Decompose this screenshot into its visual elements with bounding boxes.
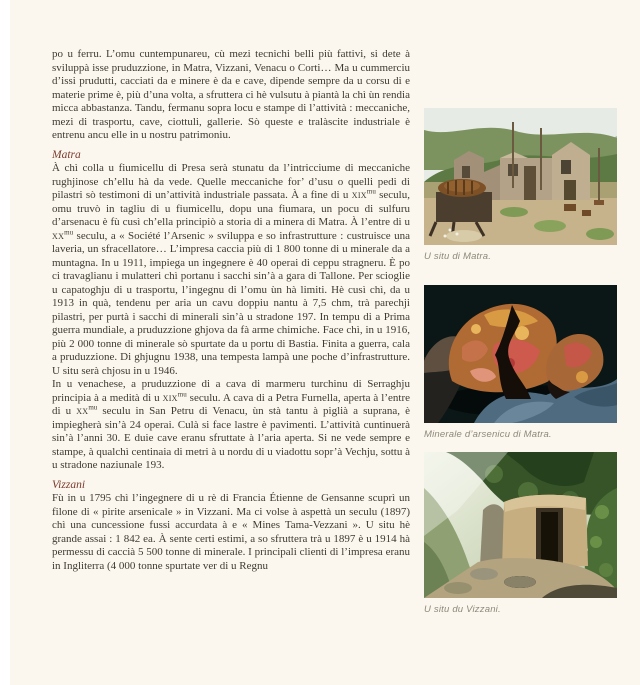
matra-site-photo: [424, 108, 617, 245]
photo-caption: U situ di Matra.: [424, 251, 492, 262]
section-heading: Matra: [52, 148, 81, 161]
photo-caption: Minerale d’arsenicu di Matra.: [424, 429, 552, 440]
arsenic-mineral-photo: [424, 285, 617, 423]
paragraph: po u ferru. L’omu cuntempunareu, cù mezi tecnichi belli più fattivi, si dete à sviluppà isse pruduzzione, in Matra, Vizzani, Venacu o Corti… Ma u cummerciu d’issi prudutti, cacciati da e minere è da e cave, dipende sempre da u corsu di e materie prime è, più d’una volta, a sfruttera ci hè vulsutu à piantà la chì ùn rendia micca abbastanza. Tandu, fermanu sopra locu e stampe di l’attività : meccaniche, mezi di trasportu, cave, ciottuli, gallerie. Sò queste e tralàscite industriale è entrenu ancu elle in u nostru patrimoniu.: [52, 48, 410, 141]
paragraph: À chì colla u fiumicellu di Presa serà stunatu da l’intricciume di meccaniche rughjinose ch’ellu hà da vede. Quelle meccaniche for’ d’usu o quelli pedi di pilastri sò testimoni di un’attività industriale passata. À a fine di u xix$^{mu}$ seculu, omu truvò in tagliu di u fiumicellu, dopu una fiumara, un pocu di sulfuru d’arsenacu è fù cusì ch’ella principiò a storia di a minera di Matra. À l’entre di u $xx^{mu}$ seculu, a « Société l’Arsenic » sviluppa e so infrastrutture : custruisce una laveria, un sfracellatore… L’impresa caccia più di 1 800 tonne di u minerale da a muntagna. In u 1911, impiega un ingegnere è 40 operai di ceppu stragneru. È po ci travaglianu i mulatteri chì portanu i sacchi sin’à a gara di Tallone. Per scioglie u capatoghju di u trasportu, l’ingegnu di l’omu ùn hà limiti. Hè cusì chì, da u 1913 in quà, tendenu per aria un cavu doppiu nantu à 7,5 chm, trà parechji pilastri, per purtà i sacchi di minerali sin’à u stradone 197. In tempu di a Prima guerra mundiale, a pruduzzione ghjova da fà arme chimiche. Face chì, in u 1916, più 2 000 tonne di minerale sò spurtate da u portu di Bastia. Finita a guerra, cala a pruduzzione. Di ghjugnu 1938, una tempesta lampà une poche d’infrastrutture. U situ serà chjosu in u 1946.: [52, 162, 410, 377]
figure-matra-site: [424, 108, 617, 262]
paragraph: Fù in u 1795 chì l’ingegnere di u rè di Francia Étienne de Gensanne scuprì un filone di « pirite arsenicale » in Vizzani. Ma ci volse à aspettà un seculu (1897) chì una cuncessione fussi accurdata à e « Mines Tama-Vezzani ». U situ hè grande assai : 1 842 ea. À sente certi estimi, a so sfruttera trà u 1897 è u 1914 hà permessu di caccià 5 500 tonne di minerale. I principali clienti di l’impresa eranu in Ingliterra (4 000 tonne spurtate ver di u Regnu: [52, 492, 410, 572]
paragraph: In u venachese, a pruduzzione di a cava di marmeru turchinu di Serraghju principia à a medità di u xix$^{mu}$ seculu. A cava di a Petra Furnella, aperta à l’entre di u $xx^{mu}$ seculu in San Petru di Venacu, ùn stà tantu à piglià a suprana, è impiegherà sin’à 24 operai. Culà si face lastre è pavimenti. L’attività cuntinuerà sin’à l’anni 30. E duie cave eranu sfruttate à l’aria aperta. Si ne vede sempre e stampe, à qualchì centinaia di metri à u nordu di u viadottu sopr’à Vechju, sottu à u stradone naziunale 193.: [52, 378, 410, 471]
photo-caption: U situ du Vizzani.: [424, 604, 501, 615]
vizzani-site-photo: [424, 452, 617, 598]
section-heading: Vizzani: [52, 478, 86, 491]
scan-edge-strip: [0, 0, 10, 685]
article-text: [52, 48, 410, 573]
figure-vizzani-site: [424, 452, 617, 615]
figure-arsenic-mineral: [424, 285, 617, 440]
